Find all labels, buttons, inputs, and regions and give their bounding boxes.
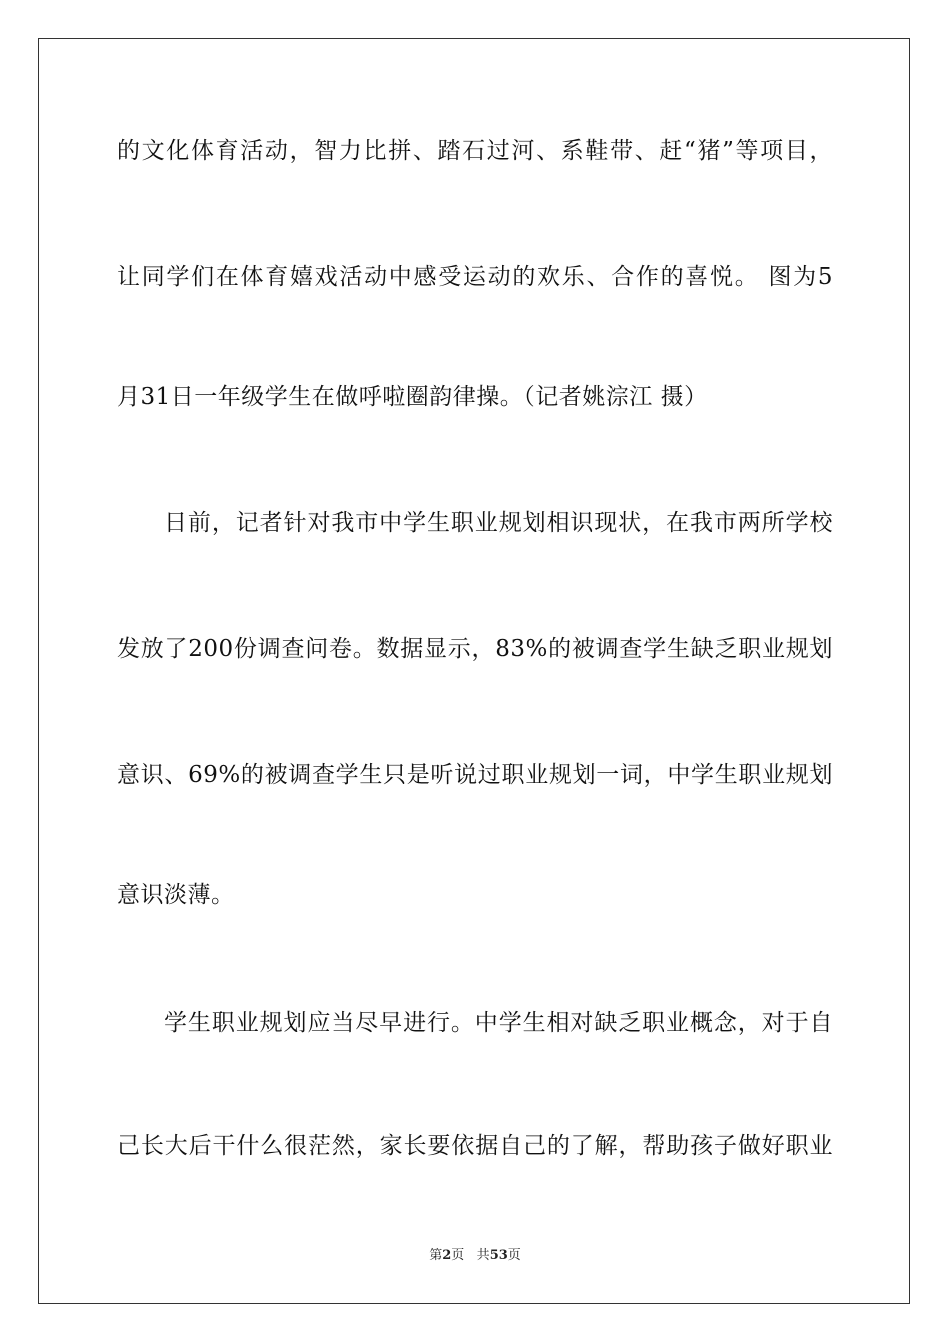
text-line-9: 己长大后干什么很茫然，家长要依据自己的了解，帮助孩子做好职业 (117, 1133, 833, 1159)
text-line-8: 学生职业规划应当尽早进行。中学生相对缺乏职业概念，对于自 (164, 1010, 833, 1036)
text-line-3: 月31日一年级学生在做呼啦圈韵律操。（记者姚淙江 摄） (117, 384, 708, 410)
text-line-7: 意识淡薄。 (117, 882, 235, 908)
footer-total-suffix: 页 (507, 1248, 521, 1263)
footer-page-suffix: 页 (451, 1248, 465, 1263)
footer-page-number: 2 (442, 1248, 452, 1263)
text-line-1: 的文化体育活动，智力比拼、踏石过河、系鞋带、赶“猪”等项目， (117, 138, 833, 164)
text-line-5: 发放了200份调查问卷。数据显示，83%的被调查学生缺乏职业规划 (117, 636, 833, 662)
text-line-4: 日前，记者针对我市中学生职业规划相识现状，在我市两所学校 (164, 510, 833, 536)
footer-total-prefix: 共 (476, 1248, 490, 1263)
footer-total-number: 53 (489, 1248, 508, 1263)
text-line-6: 意识、69%的被调查学生只是听说过职业规划一词，中学生职业规划 (117, 762, 833, 788)
page-border (38, 38, 910, 1304)
text-line-2: 让同学们在体育嬉戏活动中感受运动的欢乐、合作的喜悦。 图为5 (117, 264, 833, 290)
page-footer (0, 1247, 950, 1265)
footer-page-prefix: 第 (429, 1248, 443, 1263)
